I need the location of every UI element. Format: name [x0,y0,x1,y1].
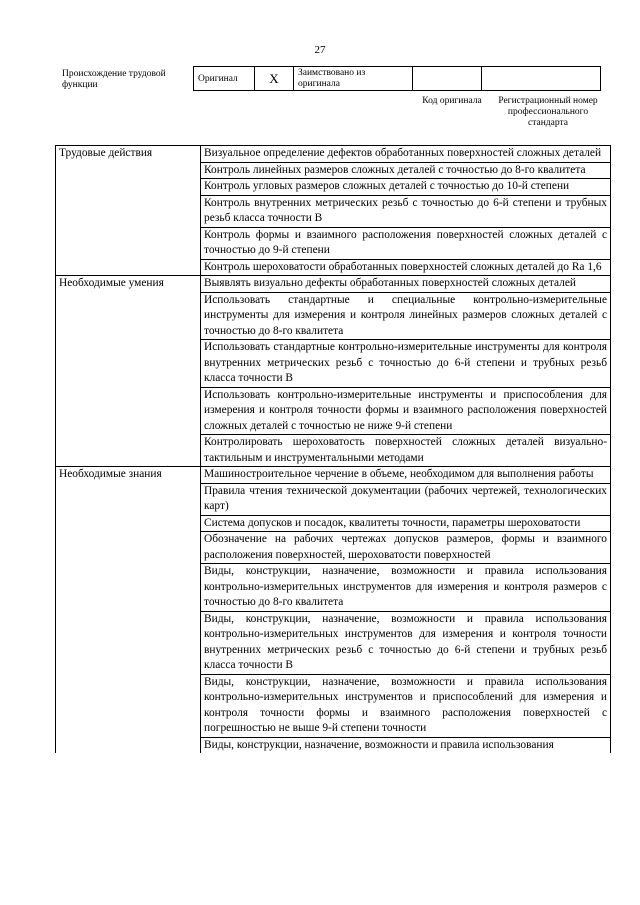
table-row [56,435,611,467]
table-row [56,515,611,532]
table-row [56,467,611,484]
requirement-item: Контроль шероховатости обработанных поверхностей сложных деталей до Ra 1,6 [201,259,611,276]
reg-number-cell [482,67,601,91]
requirement-item: Контроль угловых размеров сложных деталей с точностью до 10-й степени [201,179,611,196]
table-row [56,483,611,515]
original-code-cell [413,67,482,91]
table-row [56,564,611,612]
section-title-cell [56,515,201,532]
section-title-cell [56,227,201,259]
section-title: Необходимые знания [56,467,201,484]
table-row [56,179,611,196]
section-title-cell [56,387,201,435]
requirement-item: Контроль формы и взаимного расположения поверхностей сложных деталей с точностью до 9-й степени [201,227,611,259]
requirement-item: Выявлять визуально дефекты обработанных поверхностей сложных деталей [201,276,611,293]
requirement-item: Контролировать шероховатость поверхностей сложных деталей визуально-тактильным и инструментальными методами [201,435,611,467]
section-title-cell [56,179,201,196]
original-label: Оригинал [194,67,255,91]
section-title-cell [56,737,201,753]
table-row [56,259,611,276]
section-title-cell [56,259,201,276]
section-title: Необходимые умения [56,276,201,293]
requirement-item: Обозначение на рабочих чертежах допусков размеров, формы и взаимного расположения поверхностей, шероховатости поверхностей [201,532,611,564]
requirement-item: Виды, конструкции, назначение, возможности и правила использования контрольно-измерительных инструментов и приспособлений для измерения и контроля точности формы и взаимного расположения поверхностей с погрешностью не выше 9-й степени точности [201,674,611,737]
section-title: Трудовые действия [56,146,201,163]
section-title-cell [56,340,201,388]
origin-label: Происхождение трудовой функции [62,69,166,90]
section-title-cell [56,674,201,737]
requirement-item: Виды, конструкции, назначение, возможности и правила использования контрольно-измерительных инструментов для измерения и контроля точности внутренних метрических резьб с точностью до 6-й степени и трубных резьб класса точности В [201,611,611,674]
table-row [56,387,611,435]
table-row [56,674,611,737]
page-number: 27 [314,44,326,56]
requirements-table [55,145,611,753]
requirement-item: Машиностроительное черчение в объеме, необходимом для выполнения работы [201,467,611,484]
table-row [56,146,611,163]
section-title-cell [56,292,201,340]
table-row [56,611,611,674]
table-row [56,340,611,388]
origin-table [193,66,601,91]
requirement-item: Правила чтения технической документации (рабочих чертежей, технологических карт) [201,483,611,515]
requirement-item: Использовать стандартные и специальные контрольно-измерительные инструменты для измерения и контроля линейных размеров сложных деталей с точностью до 8-го квалитета [201,292,611,340]
requirement-item: Система допусков и посадок, квалитеты точности, параметры шероховатости [201,515,611,532]
table-row [56,195,611,227]
table-row [56,162,611,179]
section-title-cell [56,435,201,467]
requirement-item: Использовать контрольно-измерительные инструменты и приспособления для измерения и контроля точности формы и взаимного расположения поверхностей сложных деталей с точностью не ниже 9-й степени [201,387,611,435]
table-row [56,737,611,753]
reg-label: Регистрационный номер профессионального стандарта [498,96,598,128]
requirement-item: Контроль линейных размеров сложных деталей с точностью до 8-го квалитета [201,162,611,179]
table-row [56,276,611,293]
requirement-item: Использовать стандартные контрольно-измерительные инструменты для контроля внутренних метрических резьб с точностью до 6-й степени и трубных резьб класса точности В [201,340,611,388]
requirement-item: Визуальное определение дефектов обработанных поверхностей сложных деталей [201,146,611,163]
original-mark: X [255,67,294,91]
table-row [56,532,611,564]
section-title-cell [56,483,201,515]
table-row [56,292,611,340]
section-title-cell [56,532,201,564]
requirement-item: Контроль внутренних метрических резьб с точностью до 6-й степени и трубных резьб класса точности В [201,195,611,227]
requirement-item: Виды, конструкции, назначение, возможности и правила использования контрольно-измерительных инструментов для измерения и контроля размеров с точностью до 8-го квалитета [201,564,611,612]
section-title-cell [56,162,201,179]
table-row [56,227,611,259]
section-title-cell [56,564,201,612]
requirement-item: Виды, конструкции, назначение, возможности и правила использования [201,737,611,753]
borrowed-label: Заимствовано из оригинала [294,67,413,91]
code-label: Код оригинала [422,96,482,106]
section-title-cell [56,195,201,227]
section-title-cell [56,611,201,674]
